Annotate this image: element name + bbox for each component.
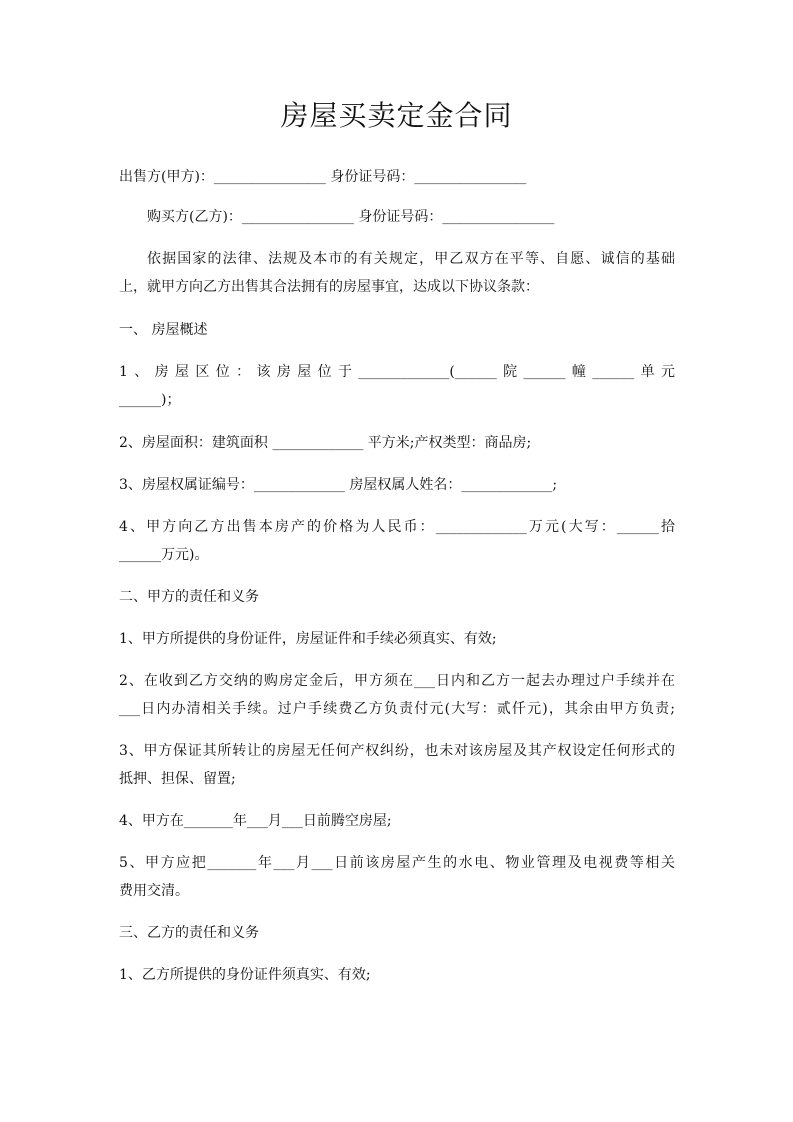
clause-2-1: 1、甲方所提供的身份证件，房屋证件和手续必须真实、有效; <box>119 631 497 647</box>
clause-1-4-line-1: 4、甲方向乙方出售本房产的价格为人民币：_____________万元(大写：______拾 <box>119 519 675 535</box>
document-title: 房屋买卖定金合同 <box>280 99 513 132</box>
clause-2-3-line-1: 3、甲方保证其所转让的房屋无任何产权纠纷，也未对该房屋及其产权设定任何形式的 <box>119 743 675 759</box>
section-heading-2: 二、甲方的责任和义务 <box>119 589 259 605</box>
clause-2-3-line-2: 抵押、担保、留置; <box>119 771 236 787</box>
clause-1-1-line-2: ______)； <box>119 392 181 408</box>
preamble-line-2: 上，就甲方向乙方出售其合法拥有的房屋事宜，达成以下协议条款： <box>119 279 539 295</box>
clause-2-5-line-1: 5、甲方应把_______年___月___日前该房屋产生的水电、物业管理及电视费等相关 <box>119 855 675 871</box>
clause-1-4-line-2: ______万元)。 <box>119 547 209 563</box>
preamble-line-1: 依据国家的法律、法规及本市的有关规定，甲乙双方在平等、自愿、诚信的基础 <box>147 251 675 267</box>
buyer-line: 购买方(乙方)：________________ 身份证号码：________________ <box>147 209 555 225</box>
clause-2-5-line-2: 费用交清。 <box>119 883 189 899</box>
clause-2-4: 4、甲方在_______年___月___日前腾空房屋; <box>119 813 392 829</box>
section-heading-3: 三、乙方的责任和义务 <box>119 925 259 941</box>
clause-2-2-line-2: ___日内办清相关手续。过户手续费乙方负责付元(大写：贰仟元)，其余由甲方负责; <box>119 701 675 717</box>
clause-1-3: 3、房屋权属证编号：_____________ 房屋权属人姓名：_____________; <box>119 477 558 493</box>
clause-1-2: 2、房屋面积：建筑面积 _____________ 平方米;产权类型：商品房; <box>119 435 532 451</box>
clause-2-2-line-1: 2、在收到乙方交纳的购房定金后，甲方须在___日内和乙方一起去办理过户手续并在 <box>119 673 675 689</box>
clause-1-1-line-1: 1、房屋区位：该房屋位于_____________(______院______幢______单元 <box>119 364 675 380</box>
clause-3-1: 1、乙方所提供的身份证件须真实、有效; <box>119 967 371 983</box>
seller-line: 出售方(甲方)：________________ 身份证号码：________________ <box>119 169 527 185</box>
section-heading-1: 一、 房屋概述 <box>119 322 208 338</box>
